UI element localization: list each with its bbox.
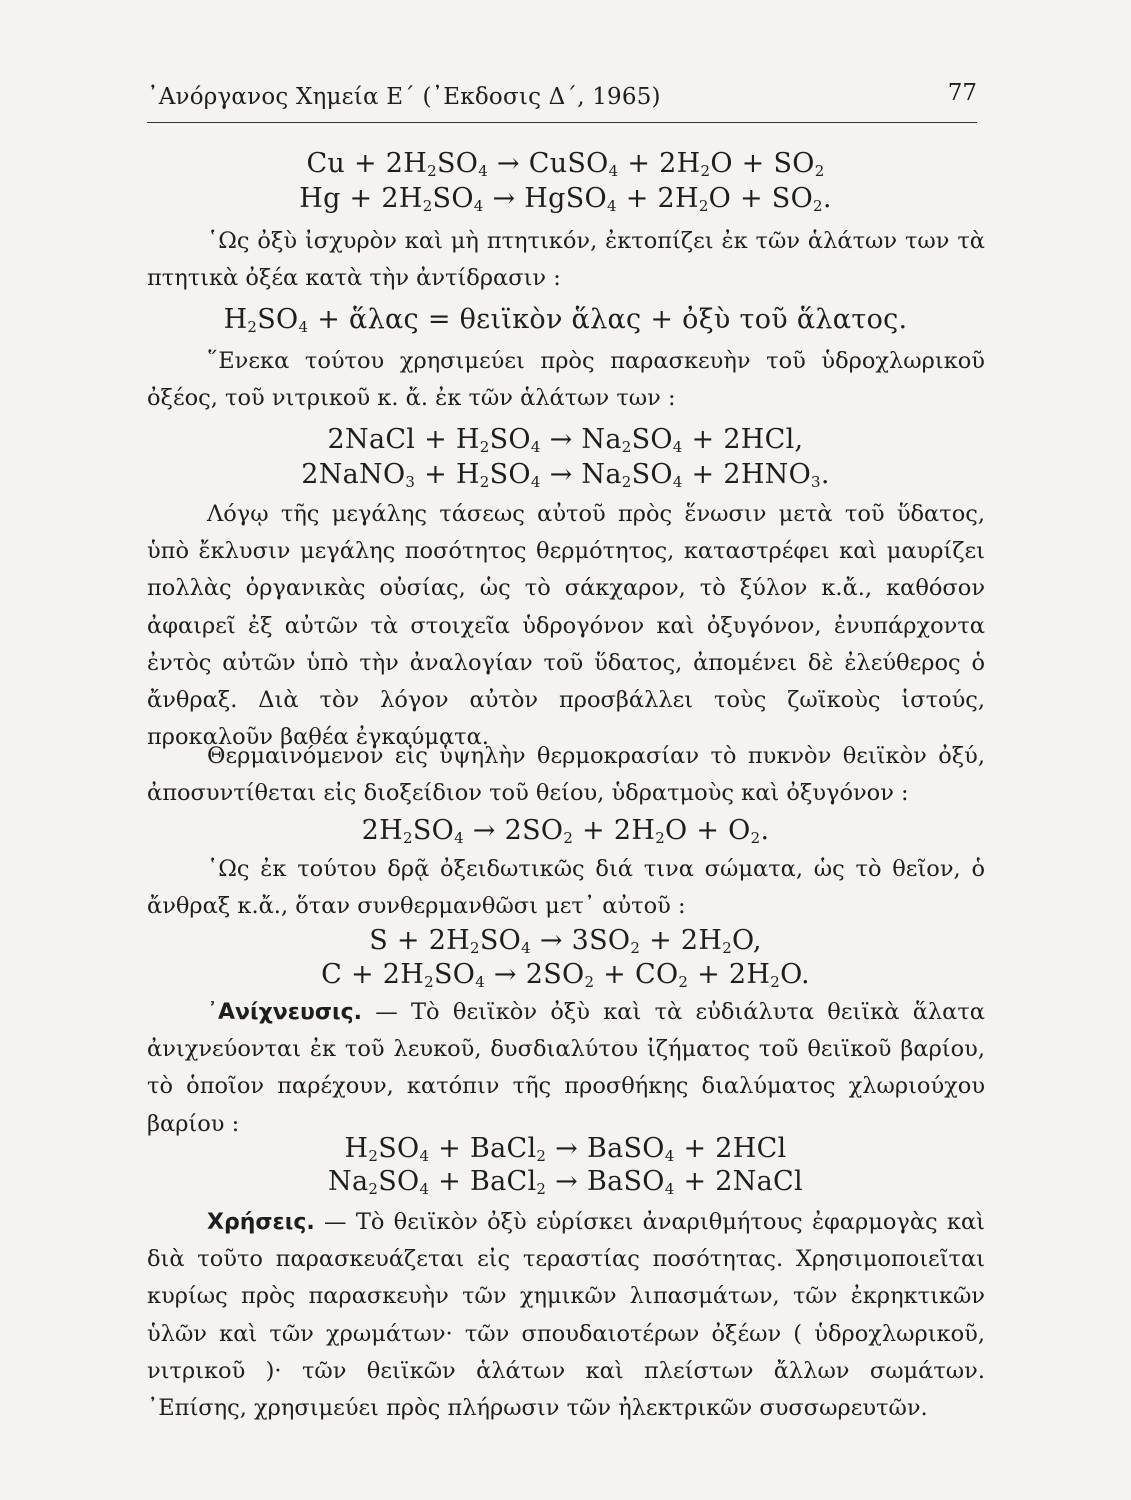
subscript: 3 bbox=[405, 473, 416, 491]
paragraph-dehydration: Λόγῳ τῆς μεγάλης τάσεως αὐτοῦ πρὸς ἕνωσιν μετὰ τοῦ ὕδατος, ὑπὸ ἔκλυσιν μεγάλης ποσότητος θερμότητος, καταστρέφει καὶ μαυρίζει πολλὰς ὀργανικὰς οὐσίας, ὡς τὸ σάκχαρον, τὸ ξύλον κ.ἄ., καθόσον ἀφαιρεῖ ἐξ αὐτῶν τὰ στοιχεῖα ὑδρογόνον καὶ ὀξυγόνον, ἐνυπάρχοντα ἐντὸς αὐτῶν ὑπὸ τὴν ἀναλογίαν τοῦ ὕδατος, ἀπομένει δὲ ἐλεύθερος ὁ ἄνθραξ. Διὰ τὸν λόγον αὐτὸν προσβάλλει τοὺς ζωϊκοὺς ἱστούς, προκαλοῦν βαθέα ἐγκαύματα. bbox=[147, 501, 985, 751]
subscript: 4 bbox=[664, 1147, 675, 1165]
formula-text: SO bbox=[489, 459, 531, 490]
equation-copper bbox=[0, 148, 1131, 179]
formula-text: Hg + 2H bbox=[299, 183, 423, 214]
subscript: 4 bbox=[419, 1147, 430, 1165]
subscript: 2 bbox=[655, 829, 666, 847]
formula-text: + CO bbox=[594, 959, 679, 990]
subscript: 4 bbox=[454, 829, 464, 847]
equation-sulfur bbox=[0, 925, 1131, 956]
formula-text: + 2HNO bbox=[682, 459, 812, 490]
subscript: 2 bbox=[813, 197, 823, 215]
page-number: 77 bbox=[947, 80, 977, 106]
formula-text: → 2SO bbox=[463, 815, 564, 846]
heading-detection: ᾽Ανίχνευσις. bbox=[207, 1000, 362, 1025]
subscript: 2 bbox=[621, 473, 632, 491]
paragraph-displacement: ῾Ως ὀξὺ ἰσχυρὸν καὶ μὴ πτητικόν, ἐκτοπίζει ἐκ τῶν ἁλάτων των τὰ πτητικὰ ὀξέα κατὰ τὴν ἀντίδρασιν : bbox=[147, 228, 985, 292]
subscript: 2 bbox=[536, 1147, 547, 1165]
subscript: 4 bbox=[298, 318, 309, 336]
formula-text: + 2H bbox=[573, 815, 656, 846]
subscript: 4 bbox=[475, 973, 486, 991]
equation-hno3 bbox=[0, 459, 1131, 490]
equation-barium-acid bbox=[0, 1133, 1131, 1164]
formula-text: → 2SO bbox=[485, 959, 585, 990]
subscript: 4 bbox=[478, 162, 489, 180]
subscript: 2 bbox=[814, 162, 825, 180]
formula-text: O, bbox=[732, 925, 762, 956]
subscript: 2 bbox=[422, 197, 433, 215]
formula-text: . bbox=[822, 183, 832, 214]
equation-decomposition bbox=[0, 815, 1131, 846]
formula-text: SO bbox=[378, 1166, 420, 1197]
subscript: 4 bbox=[530, 438, 541, 456]
paragraph-preparation: ῞Ενεκα τούτου χρησιμεύει πρὸς παρασκευὴν τοῦ ὑδροχλωρικοῦ ὀξέος, τοῦ νιτρικοῦ κ. ἄ. ἐκ τῶν ἁλάτων των : bbox=[147, 348, 985, 412]
equation-carbon bbox=[0, 959, 1131, 990]
formula-text: + 2H bbox=[618, 148, 701, 179]
formula-text: O + O bbox=[665, 815, 751, 846]
subscript: 4 bbox=[606, 197, 617, 215]
subscript: 2 bbox=[368, 1180, 379, 1198]
subscript: 2 bbox=[247, 318, 258, 336]
subscript: 4 bbox=[664, 1180, 675, 1198]
subscript: 2 bbox=[770, 973, 781, 991]
formula-text: SO bbox=[432, 183, 474, 214]
subscript: 4 bbox=[521, 939, 531, 957]
subscript: 2 bbox=[700, 162, 711, 180]
equation-barium-salt bbox=[0, 1166, 1131, 1197]
paragraph-detection bbox=[147, 994, 985, 1143]
formula-text: + 2H bbox=[688, 959, 771, 990]
formula-text: → BaSO bbox=[546, 1166, 665, 1197]
subscript: 2 bbox=[403, 829, 413, 847]
formula-text: O + SO bbox=[710, 148, 815, 179]
subscript: 2 bbox=[630, 939, 641, 957]
subscript: 2 bbox=[750, 829, 761, 847]
uses-text: — Τὸ θειϊκὸν ὀξὺ εὑρίσκει ἀναριθμήτους ἐφαρμογὰς καὶ διὰ τοῦτο παρασκευάζεται εἰς τεραστίας ποσότητας. Χρησιμοποιεῖται κυρίως πρὸς παρασκευὴν τῶν χημικῶν λιπασμάτων, τῶν ἐκρηκτικῶν ὑλῶν καὶ τῶν χρωμάτων· τῶν σπουδαιοτέρων ὀξέων ( ὑδροχλωρικοῦ, νιτρικοῦ )· τῶν θειϊκῶν ἁλάτων καὶ πλείστων ἄλλων σωμάτων. ᾽Επίσης, χρησιμεύει πρὸς πλήρωσιν τῶν ἠλεκτρικῶν συσσωρευτῶν. bbox=[147, 1209, 985, 1422]
formula-text: SO bbox=[436, 148, 479, 179]
heading-uses: Χρήσεις. bbox=[207, 1210, 315, 1235]
formula-text: Cu + 2H bbox=[306, 148, 428, 179]
formula-text: → BaSO bbox=[546, 1133, 665, 1164]
formula-text: + BaCl bbox=[429, 1166, 537, 1197]
subscript: 2 bbox=[470, 939, 480, 957]
subscript: 3 bbox=[811, 473, 821, 491]
formula-text: + 2HCl bbox=[674, 1133, 787, 1164]
formula-text: + H bbox=[415, 459, 480, 490]
subscript: 4 bbox=[672, 473, 683, 491]
paragraph-uses bbox=[147, 1204, 985, 1427]
formula-text: S + 2H bbox=[369, 925, 471, 956]
formula-text: + BaCl bbox=[429, 1133, 537, 1164]
formula-text: SO bbox=[631, 424, 673, 455]
subscript: 4 bbox=[419, 1180, 430, 1198]
subscript: 4 bbox=[672, 438, 683, 456]
formula-text: + ἅλας = θειϊκὸν ἅλας + ὀξὺ τοῦ ἅλατος. bbox=[308, 304, 908, 335]
formula-text: O. bbox=[780, 959, 810, 990]
formula-text: H bbox=[223, 304, 248, 335]
formula-text: + 2H bbox=[616, 183, 699, 214]
formula-text: → Na bbox=[540, 459, 622, 490]
formula-text: + 2H bbox=[640, 925, 723, 956]
subscript: 2 bbox=[698, 197, 709, 215]
subscript: 4 bbox=[608, 162, 619, 180]
subscript: 2 bbox=[621, 438, 632, 456]
running-title: ᾽Ανόργανος Χημεία Ε΄ (᾽Εκδοσις Δ΄, 1965) bbox=[147, 84, 661, 110]
formula-text: 2NaCl + H bbox=[327, 424, 480, 455]
subscript: 2 bbox=[479, 473, 490, 491]
formula-text: O + SO bbox=[708, 183, 814, 214]
equation-salt-displacement bbox=[0, 304, 1131, 335]
formula-text: → 3SO bbox=[530, 925, 631, 956]
formula-text: . bbox=[760, 815, 770, 846]
formula-text: → Na bbox=[540, 424, 622, 455]
equation-mercury bbox=[0, 183, 1131, 214]
formula-text: SO bbox=[489, 424, 531, 455]
detection-text: — Τὸ θειϊκὸν ὀξὺ καὶ τὰ εὐδιάλυτα θειϊκὰ ἅλατα ἀνιχνεύονται ἐκ τοῦ λευκοῦ, δυσδιαλύτου ἰζήματος τοῦ θειϊκοῦ βαρίου, τὸ ὁποῖον παρέχουν, κατόπιν τῆς προσθήκης διαλύματος χλωριούχου βαρίου : bbox=[147, 999, 985, 1137]
formula-text: Na bbox=[328, 1166, 369, 1197]
subscript: 2 bbox=[678, 973, 689, 991]
formula-text: + 2NaCl bbox=[674, 1166, 803, 1197]
subscript: 2 bbox=[563, 829, 574, 847]
subscript: 2 bbox=[479, 438, 490, 456]
equation-hcl bbox=[0, 424, 1131, 455]
formula-text: 2NaNO bbox=[301, 459, 406, 490]
formula-text: → CuSO bbox=[488, 148, 609, 179]
formula-text: SO bbox=[631, 459, 673, 490]
formula-text: → HgSO bbox=[483, 183, 607, 214]
formula-text: 2H bbox=[361, 815, 403, 846]
subscript: 2 bbox=[584, 973, 595, 991]
formula-text: SO bbox=[257, 304, 299, 335]
formula-text: C + 2H bbox=[321, 959, 425, 990]
paragraph-oxidation: ῾Ως ἐκ τούτου δρᾷ ὀξειδωτικῶς διά τινα σώματα, ὡς τὸ θεῖον, ὁ ἄνθραξ κ.ἄ., ὅταν συνθερμανθῶσι μετ᾽ αὐτοῦ : bbox=[147, 856, 985, 920]
subscript: 4 bbox=[473, 197, 484, 215]
formula-text: . bbox=[820, 459, 830, 490]
subscript: 2 bbox=[427, 162, 437, 180]
formula-text: SO bbox=[433, 959, 476, 990]
formula-text: + 2HCl, bbox=[682, 424, 804, 455]
subscript: 2 bbox=[536, 1180, 547, 1198]
subscript: 2 bbox=[722, 939, 733, 957]
page-header bbox=[147, 78, 977, 123]
subscript: 4 bbox=[530, 473, 541, 491]
subscript: 2 bbox=[424, 973, 434, 991]
paragraph-decomposition: Θερμαινόμενον εἰς ὑψηλὴν θερμοκρασίαν τὸ πυκνὸν θειϊκὸν ὀξύ, ἀποσυντίθεται εἰς διοξείδιον τοῦ θείου, ὑδρατμοὺς καὶ ὀξυγόνον : bbox=[147, 743, 985, 807]
formula-text: H bbox=[344, 1133, 369, 1164]
formula-text: SO bbox=[479, 925, 522, 956]
formula-text: SO bbox=[378, 1133, 420, 1164]
formula-text: SO bbox=[412, 815, 455, 846]
subscript: 2 bbox=[368, 1147, 379, 1165]
